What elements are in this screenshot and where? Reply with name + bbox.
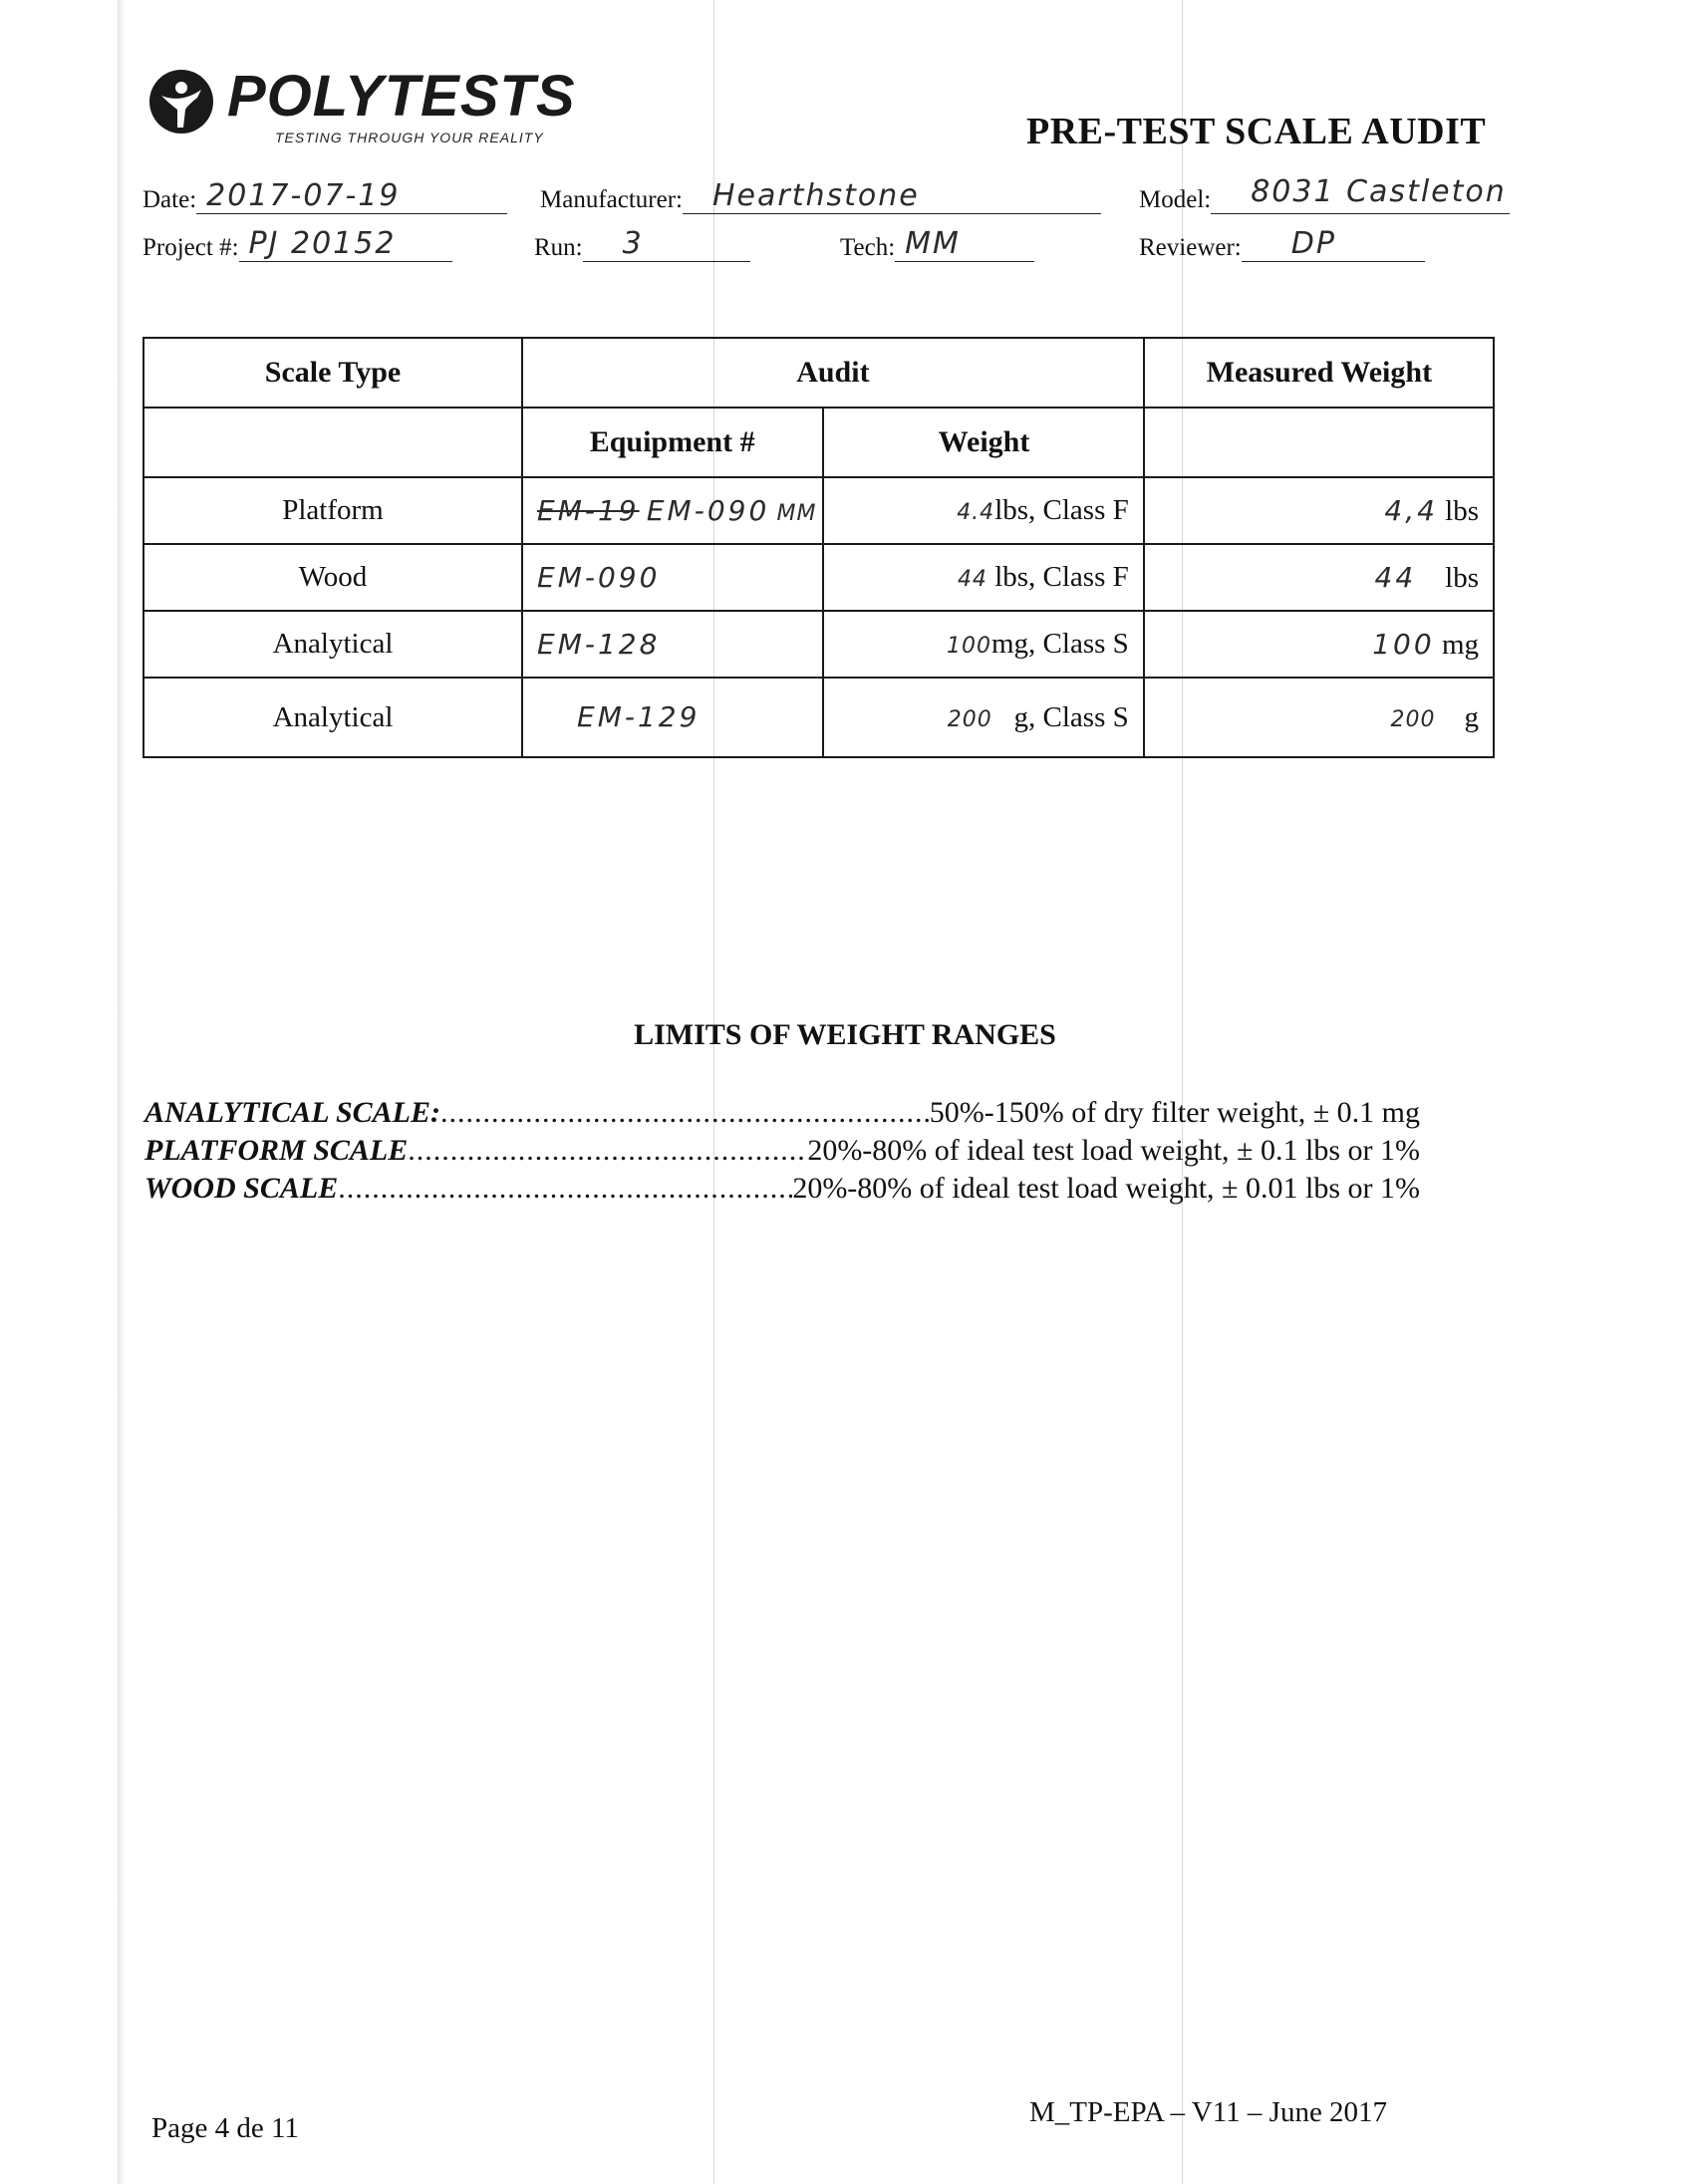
manufacturer-field (540, 178, 1101, 214)
scale-type-cell: Platform (143, 477, 522, 544)
date-field (142, 178, 507, 214)
run-label: Run: (534, 234, 583, 261)
tech-label: Tech: (840, 234, 896, 261)
weight-unit: g, Class S (1013, 700, 1129, 733)
weight-cell (823, 477, 1144, 544)
polytests-logo (147, 64, 586, 153)
measured-cell (1144, 477, 1494, 544)
header-audit: Audit (522, 338, 1144, 408)
weight-value: 100 (946, 634, 991, 659)
leader-dots (408, 1134, 807, 1168)
weight-value: 4.4 (957, 500, 995, 525)
measured-cell (1144, 544, 1494, 611)
model-value: 8031 Castleton (1251, 174, 1507, 209)
project-field (142, 226, 452, 262)
measured-unit: g (1464, 700, 1479, 733)
date-value: 2017-07-19 (206, 178, 401, 213)
limits-title: LIMITS OF WEIGHT RANGES (634, 1018, 1056, 1051)
document-title: PRE-TEST SCALE AUDIT (1026, 111, 1487, 152)
reviewer-label: Reviewer: (1139, 234, 1242, 261)
weight-value: 200 (947, 706, 992, 732)
project-value: PJ 20152 (248, 226, 397, 261)
measured-value: 44 (1374, 560, 1417, 594)
header-equipment: Equipment # (522, 408, 823, 477)
page-number: Page 4 de 11 (151, 2112, 299, 2144)
weight-unit: lbs, Class F (994, 561, 1129, 593)
table-row (143, 477, 1494, 544)
limit-value: 20%-80% of ideal test load weight, ± 0.01 lbs or 1% (792, 1172, 1420, 1205)
leader-dots (440, 1096, 930, 1130)
scan-edge-shadow (118, 0, 126, 2184)
equipment-cell (522, 477, 823, 544)
header-scale-type: Scale Type (143, 338, 522, 408)
manufacturer-value: Hearthstone (711, 178, 920, 213)
weight-cell (823, 678, 1144, 757)
equipment-cell (522, 611, 823, 678)
manufacturer-label: Manufacturer: (540, 186, 683, 213)
header-measured-weight: Measured Weight (1144, 338, 1494, 408)
measured-value: 200 (1390, 706, 1436, 732)
scale-type-cell: Wood (143, 544, 522, 611)
measured-unit: mg (1441, 628, 1479, 661)
date-label: Date: (142, 186, 197, 213)
limit-row-analytical (144, 1096, 1420, 1130)
run-value: 3 (622, 226, 644, 261)
scale-audit-table (142, 337, 1495, 758)
equipment-cell (522, 544, 823, 611)
equipment-cell (522, 678, 823, 757)
table-row (143, 678, 1494, 757)
scan-fold-line (713, 0, 714, 2184)
run-field (534, 226, 750, 262)
limit-label: PLATFORM SCALE (144, 1134, 409, 1167)
weight-value: 44 (957, 567, 987, 592)
table-row (143, 544, 1494, 611)
measured-cell (1144, 611, 1494, 678)
leader-dots (338, 1172, 792, 1206)
weight-unit: lbs, Class F (994, 494, 1129, 526)
limit-value: 20%-80% of ideal test load weight, ± 0.1 lbs or 1% (807, 1134, 1420, 1167)
measured-value: 4,4 (1384, 493, 1438, 527)
equipment-number: EM-090 (646, 493, 770, 527)
limit-value: 50%-150% of dry filter weight, ± 0.1 mg (929, 1096, 1420, 1129)
scale-type-cell: Analytical (143, 611, 522, 678)
measured-unit: lbs (1445, 494, 1479, 527)
limit-label: ANALYTICAL SCALE: (144, 1096, 440, 1129)
logo-brand: POLYTESTS (227, 64, 576, 129)
project-label: Project #: (142, 234, 239, 261)
polytests-logo-icon (147, 68, 215, 136)
limit-row-wood (144, 1172, 1420, 1206)
table-subheader-row (143, 408, 1494, 477)
weight-unit: mg, Class S (990, 628, 1129, 660)
logo-tagline: TESTING THROUGH YOUR REALITY (275, 130, 544, 145)
tech-field (840, 226, 1034, 262)
measured-cell (1144, 678, 1494, 757)
model-label: Model: (1139, 186, 1212, 213)
table-header-row (143, 338, 1494, 408)
measured-value: 100 (1372, 627, 1435, 661)
equipment-number: EM-090 (537, 560, 661, 594)
weight-cell (823, 544, 1144, 611)
reviewer-value: DP (1290, 226, 1336, 261)
header-weight: Weight (823, 408, 1144, 477)
equipment-number: EM-129 (577, 700, 701, 733)
measured-unit: lbs (1445, 561, 1479, 594)
table-row (143, 611, 1494, 678)
weight-cell (823, 611, 1144, 678)
equipment-initials: MM (776, 500, 817, 526)
limit-row-platform (144, 1134, 1420, 1168)
equipment-struck: EM-19 (537, 493, 640, 527)
scan-fold-line (1182, 0, 1183, 2184)
limit-label: WOOD SCALE (144, 1172, 339, 1205)
model-field (1139, 174, 1510, 214)
scale-type-cell: Analytical (143, 678, 522, 757)
equipment-number: EM-128 (537, 627, 661, 661)
document-version: M_TP-EPA – V11 – June 2017 (1029, 2096, 1388, 2128)
reviewer-field (1139, 226, 1425, 262)
tech-value: MM (905, 226, 961, 261)
